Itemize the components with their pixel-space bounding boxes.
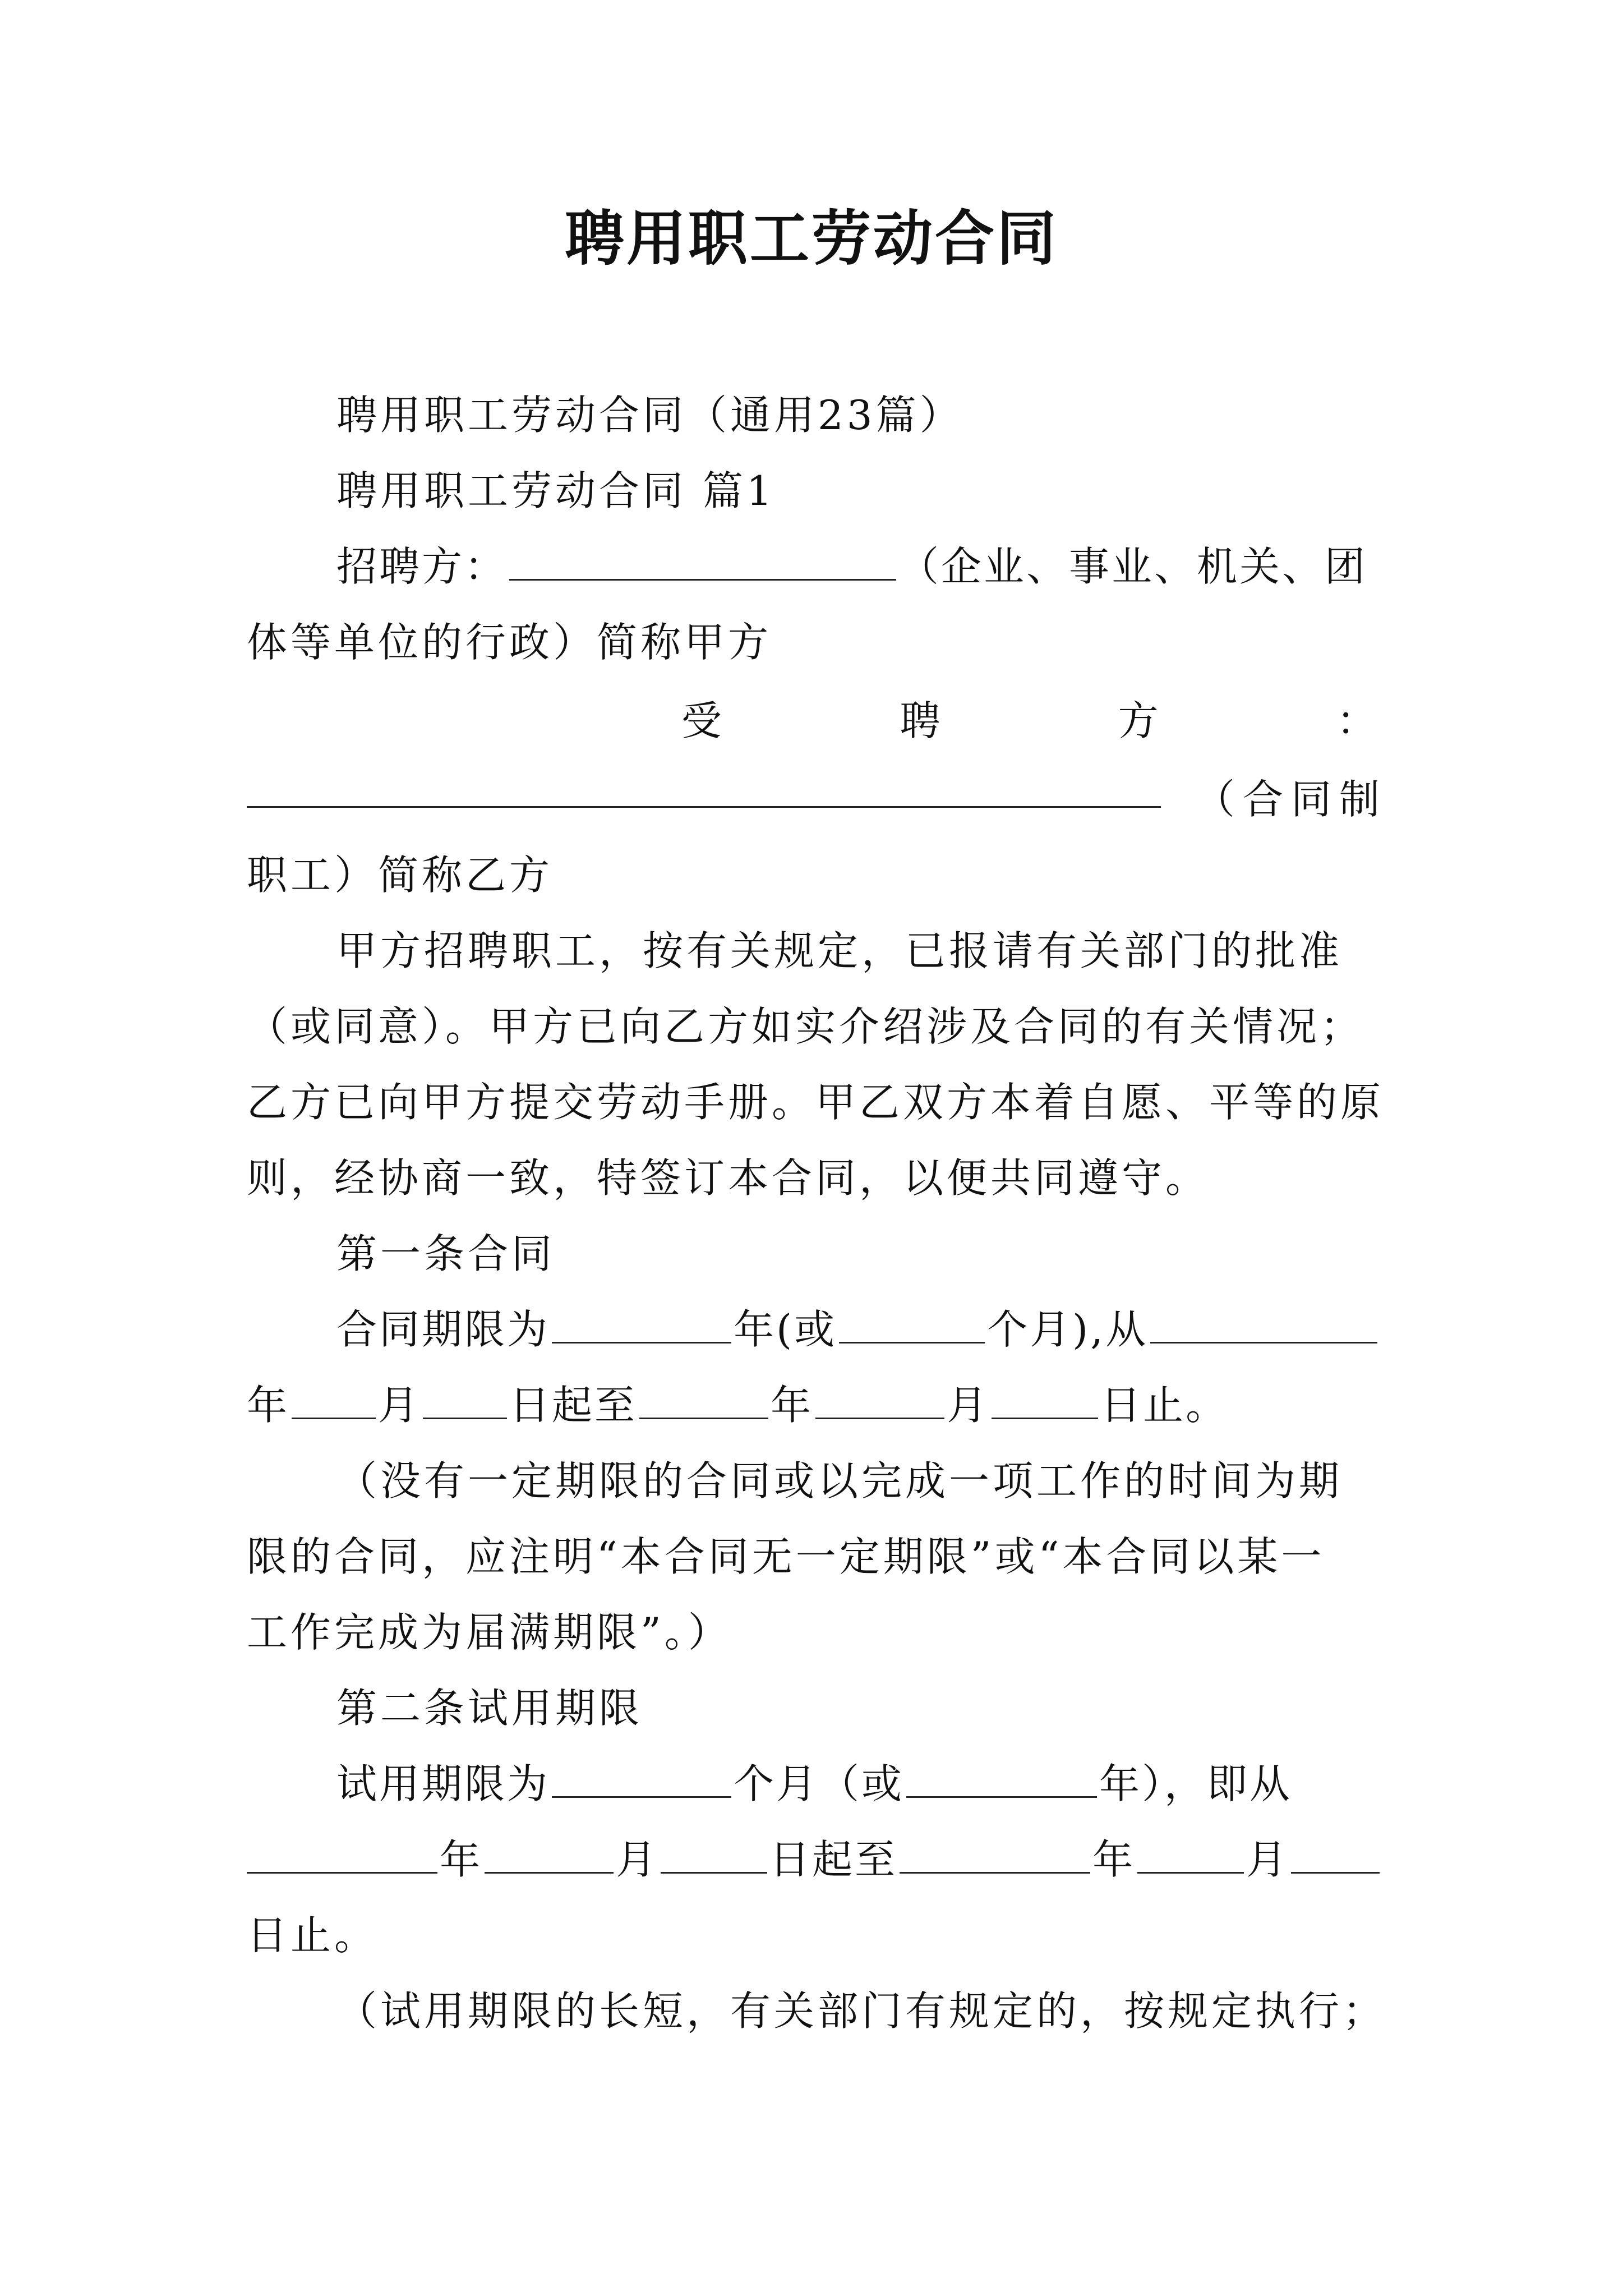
article2-term-line <box>336 1756 1380 1812</box>
date-blank <box>247 1837 437 1874</box>
date-blank <box>639 1383 768 1419</box>
date-part: 月 <box>1246 1836 1289 1883</box>
article2-date-line <box>247 1832 1380 1888</box>
employer-blank <box>509 544 896 581</box>
term-text: 个月),从 <box>987 1306 1149 1353</box>
employee-label-char: ： <box>1336 697 1377 744</box>
date-blank <box>1137 1837 1244 1874</box>
intro-line: 甲方招聘职工，按有关规定，已报请有关部门的批准 <box>336 927 1343 974</box>
date-blank <box>661 1837 767 1874</box>
intro-line: 乙方已向甲方提交劳动手册。甲乙双方本着自愿、平等的原 <box>247 1079 1385 1126</box>
employee-label-char: 方 <box>1118 697 1159 744</box>
term-text: 年(或 <box>734 1306 837 1353</box>
term-blank <box>839 1307 985 1343</box>
article2-heading: 第二条试用期限 <box>336 1685 643 1732</box>
term-blank <box>906 1761 1097 1798</box>
article1-note-line: 工作完成为届满期限”。） <box>247 1609 732 1656</box>
subtitle: 聘用职工劳动合同（通用23篇） <box>336 392 963 439</box>
section-heading: 聘用职工劳动合同 篇1 <box>336 467 776 514</box>
employer-continuation: 体等单位的行政）简称甲方 <box>247 619 772 666</box>
date-blank <box>992 1383 1098 1419</box>
term-blank <box>552 1761 731 1798</box>
employee-continuation: 职工）简称乙方 <box>247 852 554 899</box>
date-part: 月 <box>947 1382 990 1429</box>
term-text: 合同期限为 <box>336 1306 550 1353</box>
document-title: 聘用职工劳动合同 <box>565 203 1058 273</box>
term-text: 年），即从 <box>1099 1760 1293 1807</box>
employee-label-char: 聘 <box>900 697 940 744</box>
date-part: 年 <box>247 1382 290 1429</box>
date-blank <box>900 1837 1090 1874</box>
employer-line <box>336 539 1380 595</box>
date-part: 月 <box>378 1382 421 1429</box>
intro-line: （或同意）。甲方已向乙方如实介绍涉及合同的有关情况； <box>247 1003 1364 1050</box>
article2-end: 日止。 <box>247 1912 379 1959</box>
date-blank <box>815 1383 944 1419</box>
article2-note: （试用期限的长短，有关部门有规定的，按规定执行； <box>336 1987 1387 2035</box>
employee-suffix-char: 制 <box>1339 776 1380 823</box>
article1-note-line: 限的合同，应注明“本合同无一定期限”或“本合同以某一 <box>247 1533 1325 1580</box>
date-blank <box>1291 1837 1380 1874</box>
term-text: 个月（或 <box>734 1760 905 1807</box>
employee-blank <box>247 771 1161 808</box>
employee-label-char: 受 <box>681 697 722 744</box>
date-part: 日起至 <box>509 1382 638 1429</box>
employer-suffix: （企业、事业、机关、团 <box>898 543 1368 590</box>
article1-note-line: （没有一定期限的合同或以完成一项工作的时间为期 <box>336 1457 1343 1504</box>
intro-line: 则，经协商一致，特签订本合同，以便共同遵守。 <box>247 1154 1210 1202</box>
date-blank <box>485 1837 614 1874</box>
term-text: 试用期限为 <box>336 1760 550 1807</box>
employee-suffix-char: （ <box>1195 776 1235 823</box>
date-blank <box>292 1383 376 1419</box>
employee-suffix-char: 合 <box>1242 776 1283 823</box>
article1-term-line <box>336 1301 1380 1358</box>
date-blank <box>423 1383 507 1419</box>
date-part: 年 <box>771 1382 814 1429</box>
employer-label: 招聘方： <box>336 543 508 590</box>
employee-suffix-char: 同 <box>1290 776 1331 823</box>
term-blank <box>552 1307 731 1343</box>
employee-label-line <box>681 693 1377 749</box>
term-blank <box>1150 1307 1377 1343</box>
date-part: 日止。 <box>1100 1382 1229 1429</box>
date-part: 年 <box>440 1836 483 1883</box>
date-part: 月 <box>616 1836 659 1883</box>
employee-suffix <box>1195 771 1380 827</box>
article1-date-line <box>247 1377 1380 1433</box>
date-part: 年 <box>1092 1836 1136 1883</box>
date-part: 日起至 <box>769 1836 898 1883</box>
article1-heading: 第一条合同 <box>336 1230 556 1277</box>
